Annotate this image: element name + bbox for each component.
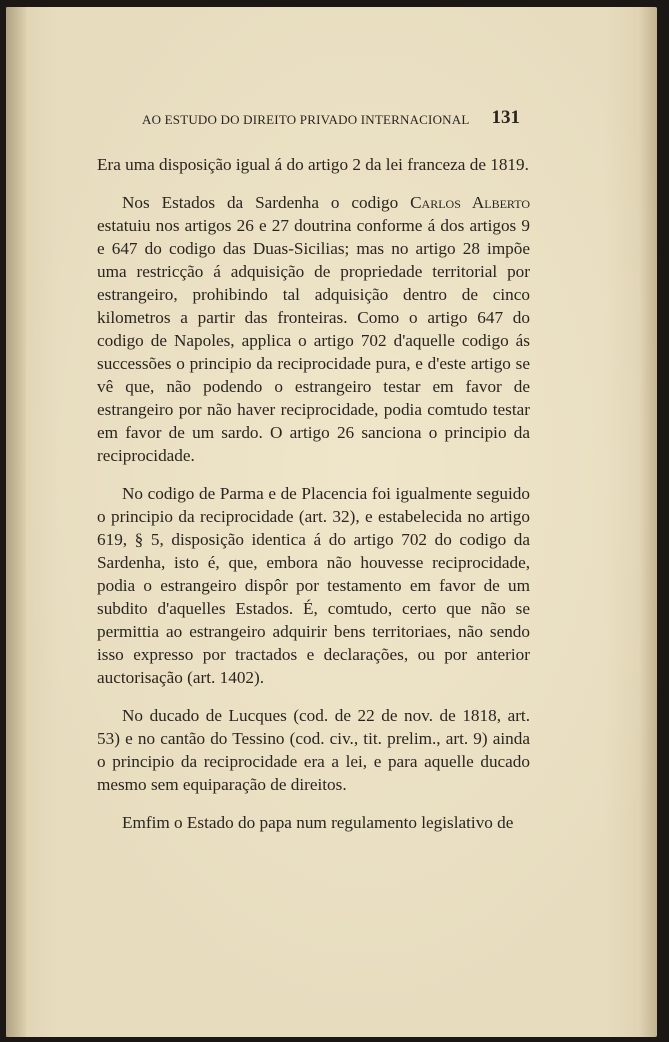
body-text [97,153,530,834]
page-edge-shadow [639,7,657,1037]
paragraph-1: Era uma disposição igual á do artigo 2 da lei franceza de 1819. [97,155,529,174]
page-gutter-shadow [6,7,26,1037]
running-title: AO ESTUDO DO DIREITO PRIVADO INTERNACIONAL [142,112,470,127]
page-number: 131 [491,107,520,128]
paragraph-4: No ducado de Lucques (cod. de 22 de nov. de 1818, art. 53) e no cantão do Tessino (cod. civ., tit. prelim., art. 9) ainda o principio da reciprocidade era a lei, e para aquelle ducado mesmo sem equiparação de direitos. [97,706,530,794]
person-name-carlos-alberto: Carlos Alberto [410,193,530,212]
paragraph-5: Emfim o Estado do papa num regulamento legislativo de [122,813,514,832]
paragraph-2 [97,191,530,467]
paragraph-3: No codigo de Parma e de Placencia foi igualmente seguido o principio da reciprocidade (art. 32), e estabelecida no artigo 619, § 5, disposição identica á do artigo 702 do codigo da Sardenha, isto é, que, embora não houvesse reciprocidade, podia o estrangeiro dispôr por testamento em favor de um subdito d'aquelles Estados. É, comtudo, certo que não se permittia ao estrangeiro adquirir bens territoriaes, não sendo isso expresso por tractados e declarações, ou por anterior auctorisação (art. 1402). [97,484,530,687]
book-page [6,7,657,1037]
paragraph-2-rest: estatuiu nos artigos 26 e 27 doutrina conforme á dos artigos 9 e 647 do codigo das Duas-Sicilias; mas no artigo 28 impõe uma restricção á adquisição de propriedade territorial por estrangeiro, prohibindo tal adquisição dentro de cinco kilometros a partir das fronteiras. Como o artigo 647 do codigo de Napoles, applica o artigo 702 d'aquelle codigo ás successões o principio da reciprocidade pura, e d'este artigo se vê que, não podendo o estrangeiro testar em favor de estrangeiro por não haver reciprocidade, podia comtudo testar em favor de um sardo. O artigo 26 sanciona o principio da reciprocidade. [97,216,530,465]
paragraph-2-start: Nos Estados da Sardenha o codigo [122,193,411,212]
running-header [134,105,526,129]
